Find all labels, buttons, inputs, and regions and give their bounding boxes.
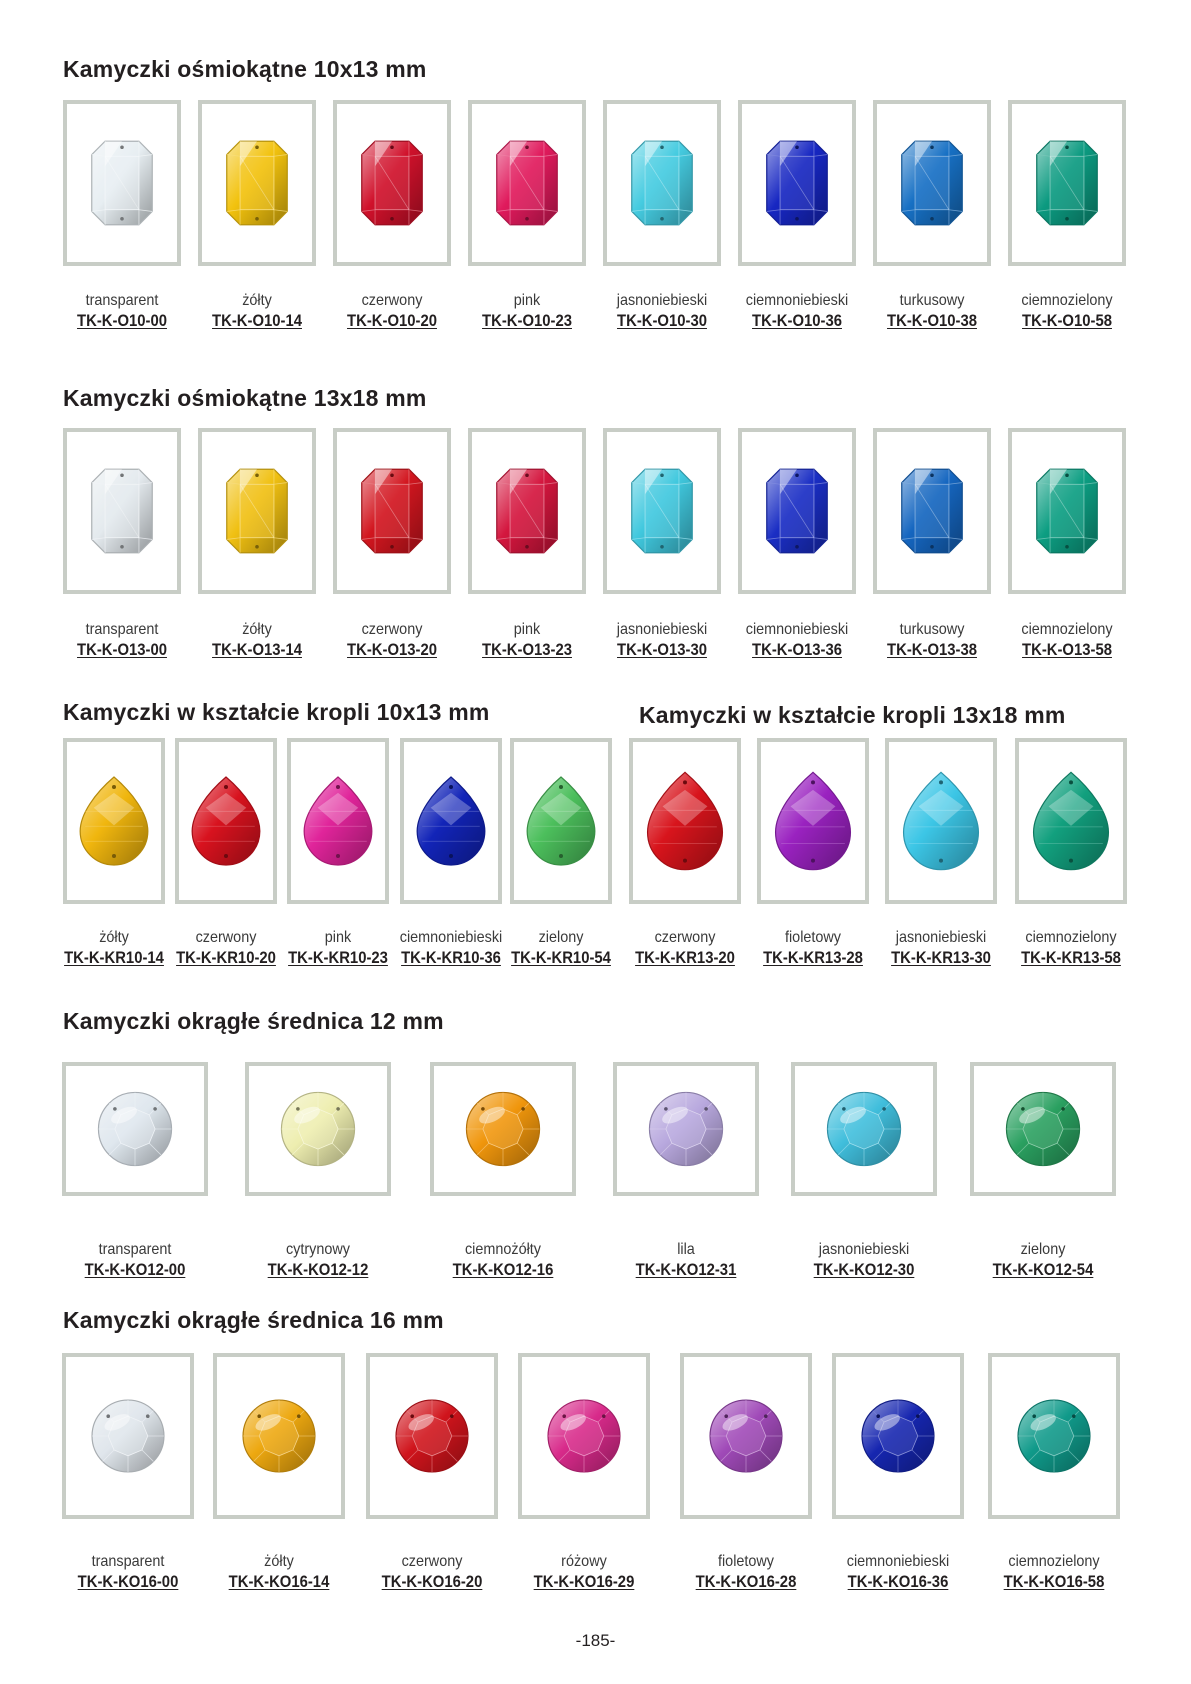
product-tile bbox=[832, 1353, 964, 1519]
product-tile bbox=[245, 1062, 391, 1196]
product-code: TK-K-O13-58 bbox=[1022, 641, 1112, 659]
round-gem-icon bbox=[396, 1400, 468, 1472]
section-title: Kamyczki ośmiokątne 10x13 mm bbox=[63, 56, 427, 82]
product-tile bbox=[63, 100, 181, 266]
product-color-name: czerwony bbox=[401, 1553, 463, 1570]
octagon-gem-icon bbox=[767, 469, 828, 552]
section-title: Kamyczki okrągłe średnica 12 mm bbox=[63, 1008, 444, 1034]
product-code: TK-K-KR10-36 bbox=[401, 949, 501, 967]
round-gem-icon bbox=[98, 1092, 171, 1165]
product-tile bbox=[757, 738, 869, 904]
product-code: TK-K-KO12-16 bbox=[452, 1261, 554, 1279]
product-label bbox=[740, 620, 854, 660]
product-code: TK-K-O10-38 bbox=[887, 312, 977, 330]
gem-image bbox=[404, 742, 498, 900]
gem-image bbox=[202, 104, 312, 262]
gem-image bbox=[179, 742, 273, 900]
product-tile bbox=[468, 100, 586, 266]
octagon-gem-icon bbox=[362, 469, 423, 552]
product-code: TK-K-KO12-30 bbox=[813, 1261, 915, 1279]
product-label bbox=[447, 1240, 559, 1280]
product-tile bbox=[333, 428, 451, 594]
octagon-gem-icon bbox=[227, 141, 288, 224]
product-code: TK-K-O10-20 bbox=[347, 312, 437, 330]
product-code: TK-K-O10-23 bbox=[482, 312, 572, 330]
product-code: TK-K-O10-30 bbox=[617, 312, 707, 330]
product-tile bbox=[430, 1062, 576, 1196]
product-tile bbox=[175, 738, 277, 904]
product-tile bbox=[970, 1062, 1116, 1196]
product-code: TK-K-KR13-58 bbox=[1021, 949, 1121, 967]
octagon-gem-icon bbox=[227, 469, 288, 552]
drop-gem-icon bbox=[304, 777, 372, 865]
product-tile bbox=[738, 428, 856, 594]
product-label bbox=[841, 1552, 955, 1592]
product-label bbox=[886, 928, 997, 968]
gem-image bbox=[472, 104, 582, 262]
product-label bbox=[59, 928, 170, 968]
section-title: Kamyczki okrągłe średnica 16 mm bbox=[63, 1307, 444, 1333]
gem-image bbox=[633, 742, 737, 900]
gem-image bbox=[522, 1357, 646, 1515]
gem-image bbox=[836, 1357, 960, 1515]
round-gem-icon bbox=[281, 1092, 354, 1165]
product-label bbox=[79, 1240, 191, 1280]
drop-gem-icon bbox=[527, 777, 595, 865]
product-label bbox=[808, 1240, 920, 1280]
product-tile bbox=[1015, 738, 1127, 904]
product-code: TK-K-KO12-54 bbox=[992, 1261, 1094, 1279]
product-tile bbox=[885, 738, 997, 904]
gem-image bbox=[337, 104, 447, 262]
product-tile bbox=[213, 1353, 345, 1519]
drop-gem-icon bbox=[776, 772, 851, 869]
gem-image bbox=[291, 742, 385, 900]
product-code: TK-K-O13-30 bbox=[617, 641, 707, 659]
product-tile bbox=[1008, 100, 1126, 266]
product-code: TK-K-KO16-14 bbox=[228, 1573, 330, 1591]
product-label bbox=[1016, 928, 1127, 968]
product-tile bbox=[613, 1062, 759, 1196]
product-label bbox=[690, 1552, 802, 1592]
product-tile bbox=[603, 100, 721, 266]
section-title: Kamyczki ośmiokątne 13x18 mm bbox=[63, 385, 427, 411]
product-code: TK-K-O13-20 bbox=[347, 641, 437, 659]
product-code: TK-K-KO12-31 bbox=[635, 1261, 737, 1279]
product-color-name: ciemnozielony bbox=[1025, 929, 1117, 946]
product-label bbox=[882, 620, 982, 660]
gem-image bbox=[607, 104, 717, 262]
gem-image bbox=[617, 1066, 755, 1192]
octagon-gem-icon bbox=[1037, 141, 1098, 224]
product-color-name: ciemnoniebieski bbox=[399, 929, 503, 946]
product-code: TK-K-O10-00 bbox=[77, 312, 167, 330]
product-tile bbox=[791, 1062, 937, 1196]
product-color-name: transparent bbox=[98, 1241, 172, 1258]
product-code: TK-K-O13-38 bbox=[887, 641, 977, 659]
product-color-name: jasnoniebieski bbox=[895, 929, 987, 946]
product-tile bbox=[198, 100, 316, 266]
product-color-name: jasnoniebieski bbox=[818, 1241, 910, 1258]
product-tile bbox=[510, 738, 612, 904]
drop-gem-icon bbox=[1034, 772, 1109, 869]
product-tile bbox=[1008, 428, 1126, 594]
product-label bbox=[612, 291, 713, 331]
product-code: TK-K-KO16-58 bbox=[1003, 1573, 1105, 1591]
product-color-name: żółty bbox=[99, 929, 129, 946]
product-label bbox=[1016, 620, 1117, 660]
gem-image bbox=[472, 432, 582, 590]
product-color-name: pink bbox=[324, 929, 352, 946]
product-label bbox=[283, 928, 394, 968]
product-tile bbox=[198, 428, 316, 594]
drop-gem-icon bbox=[192, 777, 260, 865]
product-label bbox=[342, 620, 442, 660]
product-label bbox=[207, 291, 307, 331]
gem-image bbox=[202, 432, 312, 590]
gem-image bbox=[337, 432, 447, 590]
product-code: TK-K-KO16-28 bbox=[695, 1573, 797, 1591]
gem-image bbox=[66, 1357, 190, 1515]
drop-gem-icon bbox=[648, 772, 723, 869]
product-tile bbox=[603, 428, 721, 594]
product-code: TK-K-KR10-14 bbox=[64, 949, 164, 967]
gem-image bbox=[67, 104, 177, 262]
product-tile bbox=[629, 738, 741, 904]
octagon-gem-icon bbox=[362, 141, 423, 224]
product-label bbox=[882, 291, 982, 331]
product-code: TK-K-KR13-28 bbox=[763, 949, 863, 967]
product-color-name: czerwony bbox=[654, 929, 716, 946]
product-code: TK-K-KR10-20 bbox=[176, 949, 276, 967]
section-title: Kamyczki w kształcie kropli 10x13 mm bbox=[63, 699, 490, 725]
gem-image bbox=[67, 742, 161, 900]
product-label bbox=[758, 928, 869, 968]
gem-image bbox=[514, 742, 608, 900]
product-label bbox=[1016, 291, 1117, 331]
octagon-gem-icon bbox=[92, 469, 153, 552]
product-label bbox=[171, 928, 282, 968]
product-label bbox=[528, 1552, 640, 1592]
gem-image bbox=[217, 1357, 341, 1515]
octagon-gem-icon bbox=[92, 141, 153, 224]
gem-image bbox=[66, 1066, 204, 1192]
round-gem-icon bbox=[649, 1092, 722, 1165]
product-label bbox=[262, 1240, 374, 1280]
round-gem-icon bbox=[1018, 1400, 1090, 1472]
product-color-name: fioletowy bbox=[784, 929, 842, 946]
gem-image bbox=[249, 1066, 387, 1192]
product-tile bbox=[468, 428, 586, 594]
product-color-name: zielony bbox=[538, 929, 584, 946]
product-label bbox=[998, 1552, 1110, 1592]
product-tile bbox=[680, 1353, 812, 1519]
product-label bbox=[987, 1240, 1099, 1280]
gem-image bbox=[795, 1066, 933, 1192]
gem-image bbox=[889, 742, 993, 900]
gem-image bbox=[742, 432, 852, 590]
gem-image bbox=[1012, 104, 1122, 262]
gem-image bbox=[67, 432, 177, 590]
product-label bbox=[342, 291, 442, 331]
product-label bbox=[612, 620, 713, 660]
product-tile bbox=[738, 100, 856, 266]
product-color-name: pink bbox=[513, 621, 541, 638]
product-label bbox=[72, 291, 172, 331]
product-code: TK-K-O10-14 bbox=[212, 312, 302, 330]
round-gem-icon bbox=[827, 1092, 900, 1165]
product-tile bbox=[333, 100, 451, 266]
gem-image bbox=[607, 432, 717, 590]
product-color-name: pink bbox=[513, 292, 541, 309]
product-tile bbox=[63, 428, 181, 594]
product-color-name: turkusowy bbox=[899, 292, 965, 309]
gem-image bbox=[684, 1357, 808, 1515]
product-label bbox=[477, 291, 577, 331]
product-color-name: żółty bbox=[242, 292, 272, 309]
product-label bbox=[506, 928, 617, 968]
product-tile bbox=[873, 100, 991, 266]
drop-gem-icon bbox=[904, 772, 979, 869]
product-color-name: transparent bbox=[85, 621, 159, 638]
product-code: TK-K-KO16-36 bbox=[847, 1573, 949, 1591]
product-color-name: ciemnoniebieski bbox=[745, 292, 849, 309]
product-color-name: ciemnozielony bbox=[1021, 292, 1113, 309]
product-color-name: jasnoniebieski bbox=[616, 621, 708, 638]
product-tile bbox=[873, 428, 991, 594]
product-color-name: czerwony bbox=[361, 292, 423, 309]
product-code: TK-K-KO16-29 bbox=[533, 1573, 635, 1591]
product-label bbox=[72, 1552, 184, 1592]
product-label bbox=[223, 1552, 335, 1592]
product-tile bbox=[63, 738, 165, 904]
product-code: TK-K-KR10-23 bbox=[288, 949, 388, 967]
round-gem-icon bbox=[243, 1400, 315, 1472]
product-tile bbox=[62, 1353, 194, 1519]
gem-image bbox=[877, 104, 987, 262]
product-code: TK-K-O10-58 bbox=[1022, 312, 1112, 330]
product-code: TK-K-O13-36 bbox=[752, 641, 842, 659]
product-code: TK-K-KR10-54 bbox=[511, 949, 611, 967]
product-tile bbox=[400, 738, 502, 904]
product-color-name: czerwony bbox=[361, 621, 423, 638]
product-code: TK-K-KR13-20 bbox=[635, 949, 735, 967]
product-color-name: żółty bbox=[264, 1553, 294, 1570]
product-code: TK-K-KO16-20 bbox=[381, 1573, 483, 1591]
product-color-name: ciemnoniebieski bbox=[846, 1553, 950, 1570]
product-code: TK-K-KO12-00 bbox=[84, 1261, 186, 1279]
product-tile bbox=[62, 1062, 208, 1196]
octagon-gem-icon bbox=[497, 141, 558, 224]
product-color-name: czerwony bbox=[195, 929, 257, 946]
octagon-gem-icon bbox=[902, 141, 963, 224]
product-code: TK-K-O13-14 bbox=[212, 641, 302, 659]
section-title: Kamyczki w kształcie kropli 13x18 mm bbox=[639, 702, 1066, 728]
product-color-name: ciemnozielony bbox=[1008, 1553, 1100, 1570]
product-color-name: fioletowy bbox=[717, 1553, 775, 1570]
gem-image bbox=[742, 104, 852, 262]
octagon-gem-icon bbox=[497, 469, 558, 552]
product-label bbox=[630, 1240, 742, 1280]
product-color-name: jasnoniebieski bbox=[616, 292, 708, 309]
gem-image bbox=[761, 742, 865, 900]
round-gem-icon bbox=[92, 1400, 164, 1472]
product-code: TK-K-O13-00 bbox=[77, 641, 167, 659]
product-label bbox=[740, 291, 854, 331]
product-label bbox=[376, 1552, 488, 1592]
round-gem-icon bbox=[548, 1400, 620, 1472]
product-color-name: transparent bbox=[91, 1553, 165, 1570]
product-color-name: cytrynowy bbox=[285, 1241, 350, 1258]
product-code: TK-K-KO16-00 bbox=[77, 1573, 179, 1591]
octagon-gem-icon bbox=[632, 469, 693, 552]
round-gem-icon bbox=[862, 1400, 934, 1472]
page-number: -185- bbox=[575, 1631, 616, 1650]
product-color-name: różowy bbox=[561, 1553, 607, 1570]
drop-gem-icon bbox=[80, 777, 148, 865]
octagon-gem-icon bbox=[632, 141, 693, 224]
product-tile bbox=[518, 1353, 650, 1519]
gem-image bbox=[974, 1066, 1112, 1192]
octagon-gem-icon bbox=[1037, 469, 1098, 552]
product-tile bbox=[366, 1353, 498, 1519]
product-color-name: lila bbox=[677, 1241, 695, 1258]
product-code: TK-K-O10-36 bbox=[752, 312, 842, 330]
product-code: TK-K-KR13-30 bbox=[891, 949, 991, 967]
product-code: TK-K-KO12-12 bbox=[267, 1261, 369, 1279]
gem-image bbox=[434, 1066, 572, 1192]
product-color-name: ciemnoniebieski bbox=[745, 621, 849, 638]
product-label bbox=[630, 928, 741, 968]
gem-image bbox=[1019, 742, 1123, 900]
product-tile bbox=[287, 738, 389, 904]
gem-image bbox=[370, 1357, 494, 1515]
product-color-name: ciemnożółty bbox=[464, 1241, 542, 1258]
product-label bbox=[72, 620, 172, 660]
round-gem-icon bbox=[466, 1092, 539, 1165]
gem-image bbox=[992, 1357, 1116, 1515]
product-color-name: ciemnozielony bbox=[1021, 621, 1113, 638]
gem-image bbox=[877, 432, 987, 590]
product-label bbox=[207, 620, 307, 660]
product-color-name: turkusowy bbox=[899, 621, 965, 638]
product-tile bbox=[988, 1353, 1120, 1519]
octagon-gem-icon bbox=[767, 141, 828, 224]
drop-gem-icon bbox=[417, 777, 485, 865]
product-color-name: zielony bbox=[1020, 1241, 1066, 1258]
product-code: TK-K-O13-23 bbox=[482, 641, 572, 659]
octagon-gem-icon bbox=[902, 469, 963, 552]
round-gem-icon bbox=[710, 1400, 782, 1472]
product-color-name: transparent bbox=[85, 292, 159, 309]
round-gem-icon bbox=[1006, 1092, 1079, 1165]
product-label bbox=[394, 928, 508, 968]
gem-image bbox=[1012, 432, 1122, 590]
product-color-name: żółty bbox=[242, 621, 272, 638]
product-label bbox=[477, 620, 577, 660]
